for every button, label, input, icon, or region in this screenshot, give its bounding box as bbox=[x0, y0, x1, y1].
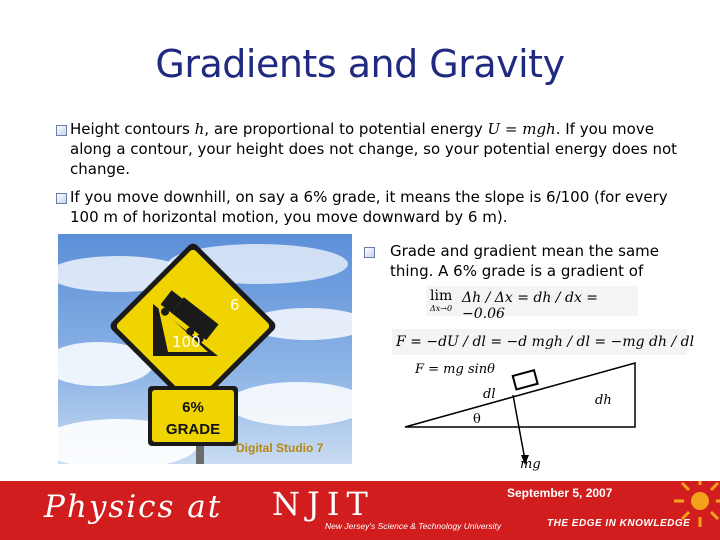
eq-potential-energy: U = mgh bbox=[487, 120, 556, 138]
bullet-downhill: If you move downhill, on say a 6% grade, it means the slope is 6/100 (for every 100 m of horizontal motion, you move downward by 6 m). bbox=[70, 188, 668, 226]
label-dh: dh bbox=[595, 393, 612, 408]
grade-sign-photo bbox=[58, 234, 352, 464]
bullet-marker bbox=[364, 247, 375, 258]
grade-label-rise: 6 bbox=[230, 296, 240, 314]
bullet-contours-mid: , are proportional to potential energy bbox=[204, 120, 488, 138]
njit-subtitle: New Jersey's Science & Technology University bbox=[325, 521, 502, 531]
bullet-grade: Grade and gradient mean the same thing. A 6% grade is a gradient of bbox=[390, 242, 659, 280]
var-h: h bbox=[194, 120, 205, 138]
slide-title: Gradients and Gravity bbox=[155, 42, 565, 86]
watermark-text: Digital Studio 7 bbox=[236, 441, 324, 455]
label-dl: dl bbox=[483, 387, 496, 402]
gradient-formula bbox=[426, 286, 638, 322]
label-mg: mg bbox=[520, 457, 541, 472]
grade-label-run: 100 bbox=[172, 333, 201, 351]
footer-date: September 5, 2007 bbox=[507, 486, 613, 500]
bullet-contours bbox=[70, 119, 690, 179]
label-theta: θ bbox=[473, 412, 481, 427]
bullet-marker bbox=[56, 125, 67, 136]
lim-word: lim bbox=[430, 288, 453, 304]
sign-word: GRADE bbox=[165, 421, 221, 438]
sun-icon bbox=[670, 481, 720, 530]
lim-subscript: Δx→0 bbox=[430, 304, 453, 313]
bullet-marker bbox=[56, 193, 67, 204]
footer-bar bbox=[0, 481, 720, 540]
force-formula: F = −dU / dl = −d mgh / dl = −mg dh / dl bbox=[392, 329, 687, 355]
force-sin-eq: F = mg sinθ bbox=[415, 362, 495, 377]
sign-percent: 6% bbox=[182, 399, 204, 416]
gradient-expression: Δh / Δx = dh / dx = −0.06 bbox=[462, 290, 599, 322]
incline-diagram bbox=[395, 355, 695, 477]
grade-sign-illustration bbox=[58, 234, 352, 464]
incline-svg bbox=[395, 355, 695, 477]
footer-physics-at: Physics at bbox=[44, 489, 223, 525]
footer-tagline: THE EDGE IN KNOWLEDGE bbox=[547, 518, 691, 529]
bullet-contours-post: . If you move along a contour, your height does not change, so your potential energy does not change. bbox=[70, 120, 678, 178]
njit-logo-text: NJIT bbox=[272, 485, 375, 523]
bullet-contours-pre: Height contours bbox=[70, 120, 195, 138]
